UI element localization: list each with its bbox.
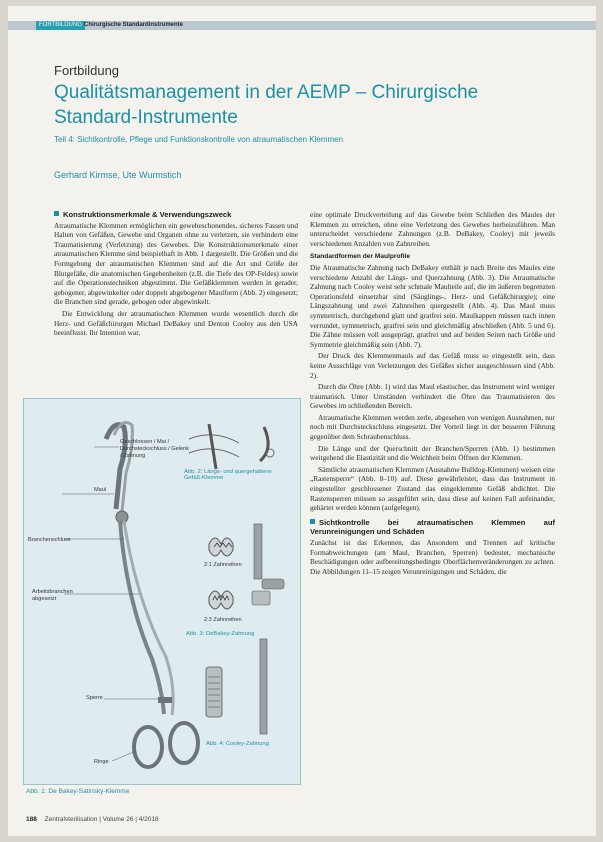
authors: Gerhard Kirmse, Ute Wurmstich (54, 170, 182, 180)
right-column (310, 210, 555, 578)
paragraph: Die Länge und der Querschnitt der Branchen/Sperren (Abb. 1) bestimmen weitgehend die Elastizität und die Weichheit beim Öffnen der Klemmen. (310, 443, 555, 463)
paragraph: Zunächst ist das Erkennen, das Ansondern und Trennen auf kritische Formabweichungen (am Maul, Branchen, Sperren) bedeutet, mechanische Beschädigungen oder aufbereitungsbedingte Oberflächenveränderungen zu achten. Die Abbildungen 11–15 zeigen Verunreinigungen und Schäden, die (310, 538, 555, 576)
article-title: Qualitätsmanagement in der AEMP – Chirurgische Standard-Instrumente (54, 82, 479, 128)
journal-name: Zentralsterilisation | Volume 26 | 4/2018 (44, 816, 159, 823)
section-heading: Sichtkontrolle bei atraumatischen Klemmen auf Verunreinigungen und Schäden (310, 517, 555, 537)
paragraph: Die Atraumatische Zahnung nach DeBakey enthält je nach Breite des Maules eine verschiedene Anzahl der Längs- und Querzahnung (Abb. 3). Die Atraumatische Zahnung nach Cooley weist sehr schmale Maulteile auf, die im äußeren begrenzten Operationsfeld einsetzbar sind (Säuglings-, Herz- und Gefäßchirurgie); eine Längszahnung und zwei Zahnreihen quergestellt (Abb. 4). Das Maul muss symmetrisch, durchgehend glatt und gratfrei sein. Maulkappen müssen nach innen verrundet, symmetrisch, gratfrei sein und gleichmäßig abschließen (Abb. 5 und 6). Die Zähne müssen voll ausgeprägt, gratfrei und auf beiden Seiten nach Größe und Symmetrie gleichmäßig sein (Abb. 7). (310, 262, 555, 349)
label-branches: Branchenschluss (28, 537, 71, 543)
paragraph: Der Druck des Klemmenmauls auf das Gefäß muss so eingestellt sein, dass keine Ausschläge von Verletzungen des Gefäßes sicher ausgeschlossen sind (Abb. 2). (310, 351, 555, 380)
heading-marker (54, 211, 59, 216)
cooley-jaw-profile (206, 639, 267, 734)
paragraph: Die Entwicklung der atraumatischen Klemmen wurde wesentlich durch die Herz- und Gefäßchirurgen Michael DeBakey und Denton Cooley aus den USA beeinflusst. Ihr Intention war, (54, 308, 298, 338)
figure-3-caption: Abb. 3: DeBakey-Zahnung (186, 631, 255, 637)
vessel-sketch (189, 424, 274, 469)
subheading: Standardformen der Maulprofile (310, 253, 411, 261)
paragraph: Atraumatische Klemmen werden zerle, abgesehen von wenigen Ausnahmen, nur noch mit Durchsteckschluss eingesetzt. Der Vorteil liegt in der besseren Führung gegenüber dem Schraubenschluss. (310, 412, 555, 442)
section-tag: FORTBILDUNG (36, 21, 85, 30)
label-working-branches: Arbeitsbranchen abgesetzt (32, 589, 73, 602)
label-jaw: Maul (94, 487, 107, 493)
page-footer (26, 816, 159, 823)
page-number: 188 (26, 816, 37, 823)
section-bar (8, 21, 596, 30)
label-ratchet: Sperre (86, 695, 103, 701)
paragraph: Sämtliche atraumatischen Klemmen (Ausnahme Bulldog-Klemmen) weisen eine „Rastensperre“ (Abb. 8–10) auf. Diese gewährleistet, dass das Instrument in eingestellter geschlossener Zustand das eingeklemmte Gefäß abdichtet. Die Rastensperren müssen so ausgeführt sein, dass diese auf keinen Fall aufeinander, gehärtet werden können (aufgelegen). (310, 464, 555, 513)
article-subtitle: Teil 4: Sichtkontrolle, Pflege und Funktionskontrolle von atraumatischen Klemmen (54, 135, 344, 144)
label-rings: Ringe (94, 759, 109, 765)
paragraph: Durch die Öhre (Abb. 1) wird das Maul elastischer, das Instrument wird weniger traumatisch. Unter Umständen verhindert die Öhre das Traumatisieren des Gewebes im schließenden Bereich. (310, 382, 555, 411)
left-column (54, 210, 298, 340)
figure-2-caption: Abb. 2: Längs- und quergehaltene Gefäß-Klemme (184, 469, 272, 481)
label-2-1-rows: 2:1 Zahnreihen (204, 562, 242, 568)
label-2-3-rows: 2:3 Zahnreihen (204, 617, 242, 623)
figure-4-caption: Abb. 4: Cooley-Zahnung (206, 741, 269, 747)
label-joint: Geschlossen / Mai / Durchsteckschluss / Gelenk / Zahnung (120, 439, 190, 459)
section-heading: Konstruktionsmerkmale & Verwendungszweck (54, 210, 298, 220)
figure-1-caption: Abb. 1: De Bakey-Satinsky-Klemme (26, 788, 130, 795)
section-name: Chirurgische Standardinstrumente (84, 22, 184, 28)
paragraph: eine optimale Druckverteilung auf das Gewebe beim Schließen des Maules der Klemmen zu erreichen, ohne eine Verletzung des Gewebes herbeizuführen. Man unterscheidet verschiedene Zahnungen (z.B. DeBakey, Cooley) mit jeweils verschiedenen Anzahlen von Zahnreihen. (310, 210, 555, 248)
heading-marker (310, 519, 315, 524)
paragraph: Atraumatische Klemmen ermöglichen ein gewebeschonendes, sicheres Fassen und Halten von Gefäßen, Gewebe und Organen ohne zu verletzen, sie verhindern eine Traumatisierung (Verletzung) des Gewebes. Die Konstruktionsmerkmale einer atraumatischen Klemme sind beispielhaft in Abb. 1 dargestellt. Die Größen und die Formgebung der atraumatischen Klemmen sind auf die Art und Größe der Blutgefäße, die anatomischen Gegebenheiten (z.B. die Tiefe des OP-Feldes) sowie auf die Operationstechniken abgestimmt. Die Gefäßklemmen werden in gerader, gebogener, abgewinkelter oder doppelt abgebogener Maulform (Abb. 2) eingesetzt; die Branchen sind gerade, gebogen oder abgewinkelt. (54, 220, 298, 307)
figure-panel (23, 398, 301, 785)
kicker: Fortbildung (54, 63, 120, 78)
